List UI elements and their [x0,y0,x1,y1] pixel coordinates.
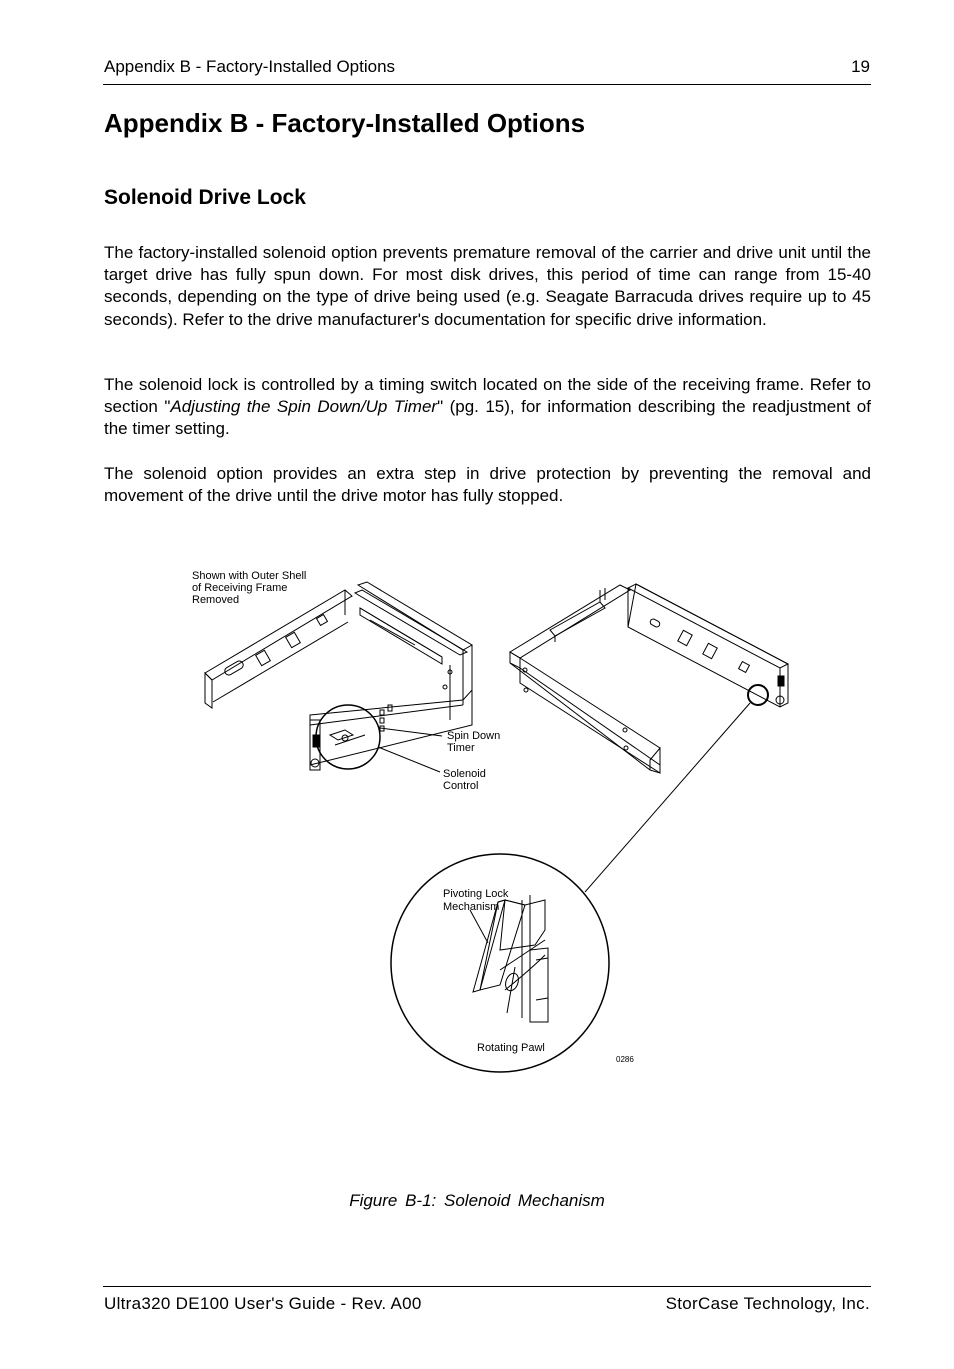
section-reference: Adjusting the Spin Down/Up Timer [170,397,438,417]
section-title: Solenoid Drive Lock [104,186,306,209]
figure-code: 0286 [616,1055,634,1064]
note-line-3: Removed [192,594,240,606]
figure-drawing [180,560,800,1080]
paragraph-timer [104,374,871,441]
note-line-1: Shown with Outer Shell [192,570,307,582]
magnified-detail-circle [391,854,609,1072]
header-divider [103,84,871,85]
left-receiving-frame [205,582,472,770]
label-spin-down-1: Spin Down [447,730,501,742]
footer-document-title: Ultra320 DE100 User's Guide - Rev. A00 [104,1294,422,1313]
label-pivoting-1: Pivoting Lock [443,888,509,900]
label-rotating-pawl: Rotating Pawl [477,1042,545,1054]
paragraph-protection: The solenoid option provides an extra step in drive protection by preventing the removal and movement of the drive until the drive motor has fully stopped. [104,464,871,506]
label-spin-down-2: Timer [447,742,475,754]
paragraph-intro: The factory-installed solenoid option prevents premature removal of the carrier and drive unit until the target drive has fully spun down. For most disk drives, this period of time can range from 15-40 seconds, depending on the type of drive being used (e.g. Seagate Barracuda drives require up to 45 seconds). Refer to the drive manufacturer's documentation for specific drive information. [104,243,871,329]
paragraph-timer-text-start: The solenoid lock is controlled by a timing switch located on the side of the receiving frame. Refer to section " [104,375,871,417]
running-header-title: Appendix B - Factory-Installed Options [104,57,396,76]
lock-mechanism-detail [473,895,548,1022]
right-receiving-frame [510,584,788,773]
paragraph-timer-text-end: " (pg. 15), for information describing the readjustment of the timer setting. [104,397,871,439]
page-number: 19 [851,57,870,76]
footer-company: StorCase Technology, Inc. [665,1294,870,1313]
leader-pivoting [470,910,488,943]
leader-detail [585,703,750,892]
solenoid-mechanism-figure [180,560,800,1080]
page-title: Appendix B - Factory-Installed Options [104,108,586,138]
leader-spin-down [380,728,442,736]
footer-divider [103,1286,871,1287]
label-pivoting-2: Mechanism [443,901,500,913]
note-line-2: of Receiving Frame [192,582,288,594]
leader-solenoid [378,747,440,772]
label-solenoid-1: Solenoid [443,768,486,780]
figure-caption: Figure B-1: Solenoid Mechanism [349,1191,605,1210]
label-solenoid-2: Control [443,780,479,792]
